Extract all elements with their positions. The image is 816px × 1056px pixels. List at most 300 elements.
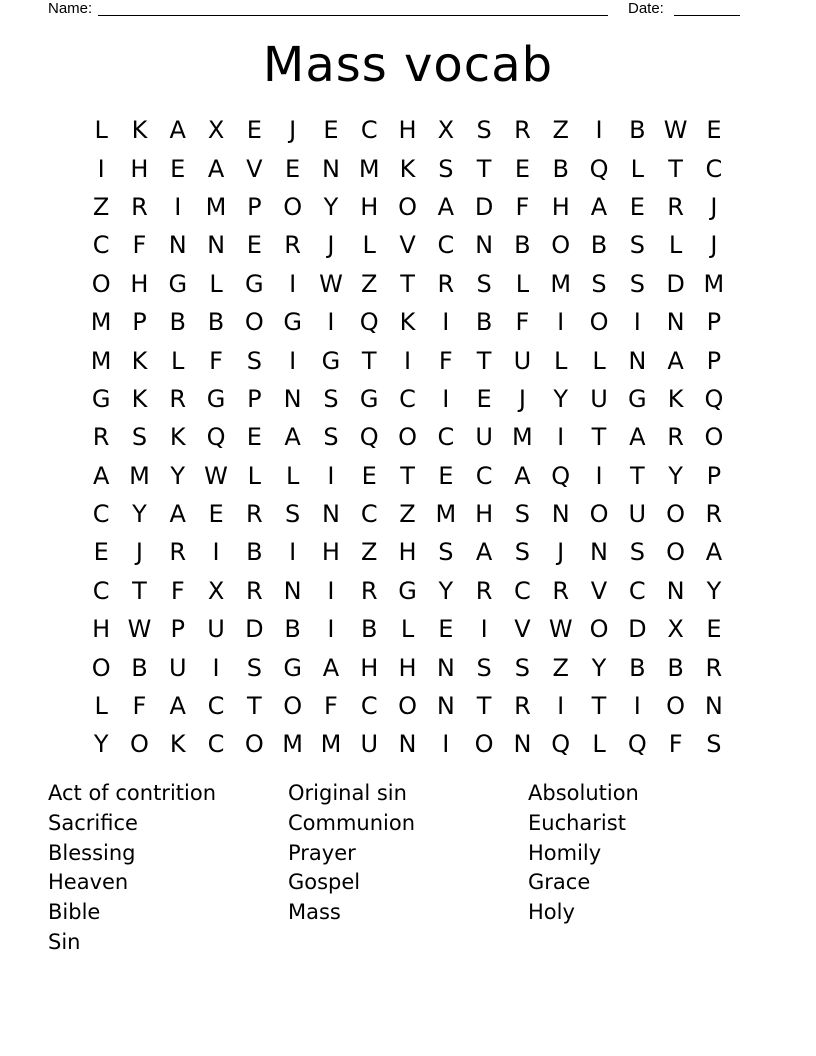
grid-letter: F [209, 346, 223, 375]
grid-letter: C [92, 576, 110, 605]
grid-letter: G [398, 576, 417, 605]
grid-letter: P [706, 461, 722, 490]
grid-letter: G [359, 384, 379, 413]
grid-letter: C [360, 116, 378, 145]
grid-letter: O [666, 692, 686, 721]
grid-letter: T [591, 692, 607, 721]
grid-letter: H [398, 538, 417, 567]
grid-letter: G [628, 384, 647, 413]
grid-letter: L [209, 269, 223, 298]
grid-letter: N [168, 231, 187, 260]
grid-letter: Y [93, 730, 109, 759]
word-bank-item: Holy [528, 900, 575, 925]
grid-letter: H [551, 192, 570, 221]
grid-letter: M [435, 500, 457, 529]
grid-letter: I [327, 461, 335, 490]
word-bank-item: Blessing [48, 840, 136, 865]
grid-letter: H [130, 154, 149, 183]
grid-letter: O [283, 192, 303, 221]
grid-letter: O [398, 692, 417, 721]
grid-letter: Z [399, 500, 416, 529]
grid-letter: L [592, 346, 606, 375]
grid-letter: J [327, 231, 335, 260]
grid-letter: E [93, 538, 109, 567]
date-label: Date: [628, 0, 664, 17]
grid-letter: H [92, 615, 111, 644]
grid-letter: N [666, 576, 685, 605]
grid-letter: S [476, 653, 492, 682]
grid-letter: M [90, 346, 112, 375]
grid-letter: O [244, 730, 264, 759]
grid-letter: C [705, 154, 723, 183]
grid-letter: O [244, 308, 264, 337]
grid-letter: N [628, 346, 647, 375]
grid-letter: L [171, 346, 185, 375]
grid-letter: R [514, 692, 531, 721]
grid-letter: S [323, 423, 339, 452]
grid-letter: A [590, 192, 608, 221]
grid-letter: O [398, 423, 417, 452]
grid-letter: R [552, 576, 570, 605]
grid-letter: W [319, 269, 343, 298]
word-bank-item: Homily [528, 840, 602, 865]
grid-letter: O [589, 615, 609, 644]
grid-letter: L [592, 730, 606, 759]
grid-letter: Y [706, 576, 722, 605]
grid-letter: Y [170, 461, 186, 490]
grid-letter: N [513, 730, 532, 759]
grid-letter: R [245, 500, 263, 529]
grid-letter: K [131, 346, 148, 375]
grid-letter: T [476, 346, 492, 375]
grid-letter: R [475, 576, 493, 605]
grid-letter: T [668, 154, 683, 183]
grid-letter: Y [132, 500, 147, 529]
word-bank-item: Sacrifice [48, 810, 138, 835]
grid-letter: B [131, 653, 148, 682]
grid-letter: L [515, 269, 530, 298]
grid-letter: A [322, 653, 340, 682]
grid-letter: G [283, 653, 302, 682]
grid-letter: J [557, 538, 565, 567]
grid-letter: P [132, 308, 147, 337]
grid-letter: N [666, 308, 685, 337]
grid-letter: S [629, 231, 645, 260]
grid-letter: L [362, 231, 376, 260]
grid-letter: J [518, 384, 526, 413]
grid-letter: Q [551, 461, 571, 490]
grid-letter: U [168, 653, 187, 682]
grid-letter: E [323, 116, 339, 145]
grid-letter: I [442, 308, 450, 337]
grid-letter: A [284, 423, 301, 452]
grid-letter: Q [359, 308, 379, 337]
grid-letter: U [628, 500, 647, 529]
grid-letter: M [358, 154, 380, 183]
grid-letter: R [169, 538, 187, 567]
name-blank-line [98, 15, 608, 16]
grid-letter: B [284, 615, 301, 644]
grid-letter: V [590, 576, 608, 605]
grid-letter: Z [552, 116, 569, 145]
grid-letter: F [668, 730, 683, 759]
grid-letter: C [360, 692, 378, 721]
grid-letter: C [437, 423, 455, 452]
grid-letter: Y [553, 384, 569, 413]
grid-letter: S [131, 423, 148, 452]
word-bank-item: Absolution [528, 781, 639, 805]
worksheet-header [48, 0, 748, 20]
word-bank-item: Communion [288, 810, 416, 835]
word-bank-item: Gospel [288, 870, 361, 895]
grid-letter: F [515, 308, 530, 337]
grid-letter: L [94, 116, 108, 145]
grid-letter: D [666, 269, 685, 298]
grid-letter: O [551, 231, 571, 260]
grid-letter: H [360, 192, 379, 221]
grid-letter: N [436, 692, 455, 721]
grid-letter: I [595, 116, 603, 145]
grid-letter: I [327, 576, 335, 605]
grid-letter: R [360, 576, 378, 605]
grid-letter: Q [359, 423, 379, 452]
grid-letter: N [283, 384, 302, 413]
grid-letter: E [438, 461, 454, 490]
grid-letter: X [437, 116, 455, 145]
page-title: Mass vocab [262, 37, 554, 93]
grid-letter: K [131, 384, 148, 413]
grid-letter: T [629, 461, 645, 490]
grid-letter: N [207, 231, 226, 260]
grid-letter: Z [552, 653, 569, 682]
grid-letter: T [247, 692, 262, 721]
grid-letter: G [206, 384, 226, 413]
grid-letter: H [398, 653, 417, 682]
grid-letter: I [212, 538, 220, 567]
grid-letter: S [514, 538, 531, 567]
grid-letter: R [245, 576, 263, 605]
grid-letter: W [204, 461, 228, 490]
grid-letter: N [436, 653, 455, 682]
grid-letter: B [667, 653, 684, 682]
grid-letter: V [399, 231, 416, 260]
grid-letter: T [361, 346, 377, 375]
grid-letter: C [207, 730, 225, 759]
grid-letter: T [476, 154, 492, 183]
grid-letter: I [289, 346, 297, 375]
grid-letter: I [595, 461, 603, 490]
grid-letter: N [321, 500, 340, 529]
grid-letter: V [246, 154, 263, 183]
grid-letter: G [245, 269, 264, 298]
grid-letter: U [207, 615, 225, 644]
grid-letter: U [513, 346, 532, 375]
grid-letter: N [551, 500, 570, 529]
grid-letter: I [557, 423, 565, 452]
grid-letter: B [514, 231, 531, 260]
grid-letter: M [320, 730, 342, 759]
grid-letter: S [285, 500, 301, 529]
grid-letter: I [633, 692, 641, 721]
grid-letter: A [92, 461, 110, 490]
grid-letter: L [554, 346, 568, 375]
grid-letter: Z [92, 192, 110, 221]
grid-letter: M [205, 192, 227, 221]
grid-letter: D [474, 192, 494, 221]
grid-letter: T [132, 576, 147, 605]
grid-letter: S [629, 538, 645, 567]
grid-letter: S [476, 269, 492, 298]
grid-letter: D [628, 615, 647, 644]
grid-letter: M [550, 269, 572, 298]
grid-letter: S [591, 269, 607, 298]
grid-letter: B [629, 653, 646, 682]
grid-letter: J [710, 192, 718, 221]
grid-letter: Y [668, 461, 683, 490]
grid-letter: N [398, 730, 417, 759]
grid-letter: W [663, 116, 688, 145]
grid-letter: E [246, 116, 262, 145]
grid-letter: S [629, 269, 645, 298]
grid-letter: A [437, 192, 455, 221]
grid-letter: I [442, 730, 450, 759]
grid-letter: C [628, 576, 646, 605]
grid-letter: R [169, 384, 187, 413]
grid-letter: A [169, 692, 186, 721]
grid-letter: L [285, 461, 300, 490]
date-blank-line [674, 15, 740, 16]
grid-letter: S [323, 384, 339, 413]
grid-letter: E [706, 116, 722, 145]
grid-letter: O [589, 500, 609, 529]
word-bank-item: Bible [48, 900, 101, 925]
grid-letter: T [400, 269, 415, 298]
grid-letter: N [475, 231, 494, 260]
grid-letter: J [135, 538, 143, 567]
grid-letter: D [245, 615, 264, 644]
grid-letter: Q [206, 423, 226, 452]
grid-letter: O [589, 308, 609, 337]
grid-letter: M [512, 423, 533, 452]
word-bank-item: Act of contrition [48, 781, 216, 805]
grid-letter: R [92, 423, 110, 452]
grid-letter: L [400, 615, 415, 644]
grid-letter: I [174, 192, 182, 221]
grid-letter: I [97, 154, 105, 183]
grid-letter: C [399, 384, 416, 413]
grid-letter: E [170, 154, 186, 183]
grid-letter: I [480, 615, 488, 644]
grid-letter: I [289, 538, 297, 567]
word-bank [48, 778, 768, 957]
grid-letter: B [629, 116, 646, 145]
grid-letter: Q [704, 384, 724, 413]
grid-letter: G [91, 384, 111, 413]
grid-letter: S [246, 346, 262, 375]
grid-letter: A [705, 538, 723, 567]
grid-letter: R [705, 653, 723, 682]
grid-letter: F [438, 346, 453, 375]
grid-letter: K [169, 730, 186, 759]
grid-letter: K [399, 154, 416, 183]
grid-letter: O [666, 538, 686, 567]
grid-letter: S [514, 500, 531, 529]
grid-letter: W [127, 615, 152, 644]
grid-letter: T [400, 461, 415, 490]
grid-letter: C [207, 692, 225, 721]
grid-letter: I [289, 269, 297, 298]
word-search-grid [82, 111, 733, 764]
grid-letter: E [514, 154, 530, 183]
word-bank-item: Eucharist [528, 810, 626, 835]
grid-letter: E [285, 154, 301, 183]
grid-letter: L [630, 154, 644, 183]
grid-letter: K [169, 423, 186, 452]
word-bank-item: Grace [528, 870, 591, 895]
grid-letter: M [703, 269, 725, 298]
grid-letter: P [706, 308, 722, 337]
grid-letter: A [169, 116, 186, 145]
grid-letter: P [247, 192, 262, 221]
grid-letter: L [247, 461, 262, 490]
grid-letter: F [515, 192, 530, 221]
grid-letter: Z [361, 269, 378, 298]
grid-letter: S [438, 538, 454, 567]
grid-letter: V [514, 615, 531, 644]
grid-letter: S [706, 730, 722, 759]
grid-letter: X [207, 576, 225, 605]
grid-letter: B [169, 308, 186, 337]
grid-letter: R [284, 231, 301, 260]
grid-letter: R [437, 269, 455, 298]
grid-letter: E [246, 231, 262, 260]
grid-letter: H [321, 538, 340, 567]
grid-letter: B [475, 308, 493, 337]
grid-letter: G [168, 269, 188, 298]
grid-letter: O [130, 730, 149, 759]
grid-letter: U [475, 423, 493, 452]
grid-letter: P [247, 384, 262, 413]
name-label: Name: [48, 0, 93, 17]
grid-letter: E [706, 615, 722, 644]
grid-letter: M [90, 308, 112, 337]
grid-letter: A [207, 154, 225, 183]
grid-letter: F [132, 692, 147, 721]
grid-letter: R [131, 192, 148, 221]
grid-letter: R [514, 116, 531, 145]
grid-letter: O [398, 192, 417, 221]
grid-letter: X [667, 615, 684, 644]
grid-letter: P [706, 346, 722, 375]
grid-letter: B [360, 615, 378, 644]
grid-letter: O [283, 692, 303, 721]
grid-letter: Y [438, 576, 454, 605]
grid-letter: K [667, 384, 684, 413]
grid-letter: J [289, 116, 297, 145]
grid-letter: O [704, 423, 724, 452]
grid-letter: E [476, 384, 492, 413]
grid-letter: H [130, 269, 149, 298]
grid-letter: B [246, 538, 263, 567]
grid-letter: P [170, 615, 185, 644]
grid-letter: C [475, 461, 493, 490]
grid-letter: F [324, 692, 338, 721]
grid-letter: L [668, 231, 683, 260]
grid-letter: E [361, 461, 377, 490]
grid-letter: O [474, 730, 494, 759]
grid-letter: I [557, 692, 565, 721]
grid-letter: Z [361, 538, 378, 567]
grid-letter: G [283, 308, 302, 337]
grid-letter: I [633, 308, 641, 337]
grid-letter: I [403, 346, 412, 375]
grid-letter: Q [589, 154, 609, 183]
grid-letter: C [437, 231, 455, 260]
grid-letter: W [548, 615, 573, 644]
grid-letter: N [704, 692, 723, 721]
grid-letter: B [590, 231, 608, 260]
grid-letter: U [590, 384, 608, 413]
grid-letter: S [246, 653, 262, 682]
grid-letter: J [710, 231, 718, 260]
grid-letter: I [442, 384, 450, 413]
grid-letter: I [327, 308, 335, 337]
grid-letter: S [476, 116, 492, 145]
grid-letter: X [207, 116, 225, 145]
grid-letter: A [169, 500, 186, 529]
grid-letter: K [131, 116, 148, 145]
grid-letter: E [438, 615, 454, 644]
grid-letter: I [557, 308, 565, 337]
grid-letter: I [327, 615, 335, 644]
grid-letter: R [705, 500, 723, 529]
grid-letter: N [283, 576, 302, 605]
grid-letter: O [91, 269, 111, 298]
grid-letter: F [170, 576, 185, 605]
grid-letter: H [398, 116, 417, 145]
grid-letter: R [667, 192, 684, 221]
grid-letter: T [591, 423, 607, 452]
grid-letter: S [438, 154, 454, 183]
grid-letter: N [590, 538, 608, 567]
grid-letter: E [208, 500, 224, 529]
word-bank-item: Original sin [288, 781, 407, 805]
grid-letter: K [399, 308, 416, 337]
grid-letter: H [475, 500, 494, 529]
word-bank-item: Heaven [48, 870, 129, 895]
grid-letter: A [475, 538, 493, 567]
grid-letter: A [667, 346, 684, 375]
grid-letter: S [514, 653, 531, 682]
grid-letter: B [552, 154, 569, 183]
grid-letter: M [282, 730, 303, 759]
word-bank-item: Prayer [288, 840, 356, 865]
grid-letter: H [360, 653, 379, 682]
grid-letter: C [360, 500, 378, 529]
grid-letter: Y [323, 192, 339, 221]
grid-letter: T [476, 692, 492, 721]
grid-letter: E [629, 192, 645, 221]
grid-letter: E [246, 423, 262, 452]
grid-letter: Y [591, 653, 607, 682]
grid-letter: Q [627, 730, 647, 759]
grid-letter: U [360, 730, 379, 759]
grid-letter: C [92, 231, 110, 260]
word-bank-item: Sin [48, 929, 81, 954]
word-bank-item: Mass [288, 900, 341, 925]
grid-letter: C [92, 500, 110, 529]
grid-letter: A [629, 423, 646, 452]
